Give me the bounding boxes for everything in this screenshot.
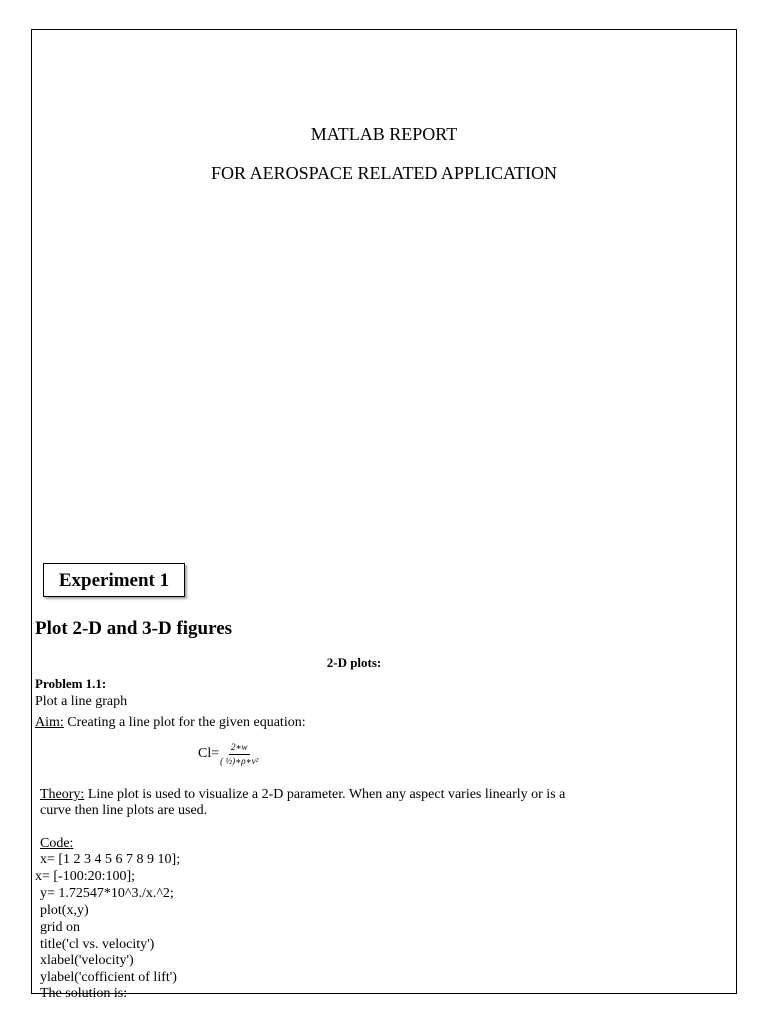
- problem-label: Problem 1.1:: [35, 676, 107, 691]
- section-heading: Plot 2-D and 3-D figures: [35, 618, 233, 639]
- formula-numerator: 2∗w: [229, 742, 250, 755]
- code-line: grid on: [40, 920, 81, 935]
- aim-label: Aim:: [35, 715, 64, 730]
- subsection-heading: 2-D plots:: [326, 655, 382, 670]
- aim-line: [35, 714, 306, 731]
- theory-label: Theory:: [40, 787, 85, 802]
- experiment-label-box: Experiment 1: [43, 563, 185, 597]
- code-line: y= 1.72547*10^3./x.^2;: [40, 886, 174, 901]
- lift-coefficient-formula: [198, 738, 258, 770]
- code-line: plot(x,y): [40, 903, 89, 918]
- aim-text: Creating a line plot for the given equation:: [63, 715, 306, 730]
- report-subtitle: FOR AEROSPACE RELATED APPLICATION: [211, 163, 557, 183]
- code-line: x= [-100:20:100];: [35, 869, 136, 884]
- code-line: title('cl vs. velocity'): [40, 937, 155, 952]
- problem-task: Plot a line graph: [35, 694, 128, 709]
- theory-text-1: Line plot is used to visualize a 2-D parameter. When any aspect varies linearly or is a: [84, 787, 566, 802]
- report-title: MATLAB REPORT: [310, 124, 458, 144]
- solution-text: The solution is:: [40, 986, 128, 1001]
- code-line: ylabel('cofficient of lift'): [40, 970, 177, 985]
- theory-line-2: curve then line plots are used.: [40, 803, 208, 818]
- formula-denominator: ( ½)∗ρ∗v²: [220, 755, 259, 766]
- formula-fraction: [220, 742, 258, 767]
- code-line: x= [1 2 3 4 5 6 7 8 9 10];: [40, 852, 181, 867]
- formula-lhs: Cl=: [198, 746, 220, 761]
- code-line: xlabel('velocity'): [40, 953, 134, 968]
- code-label: Code:: [40, 836, 74, 851]
- theory-line-1: [40, 786, 565, 803]
